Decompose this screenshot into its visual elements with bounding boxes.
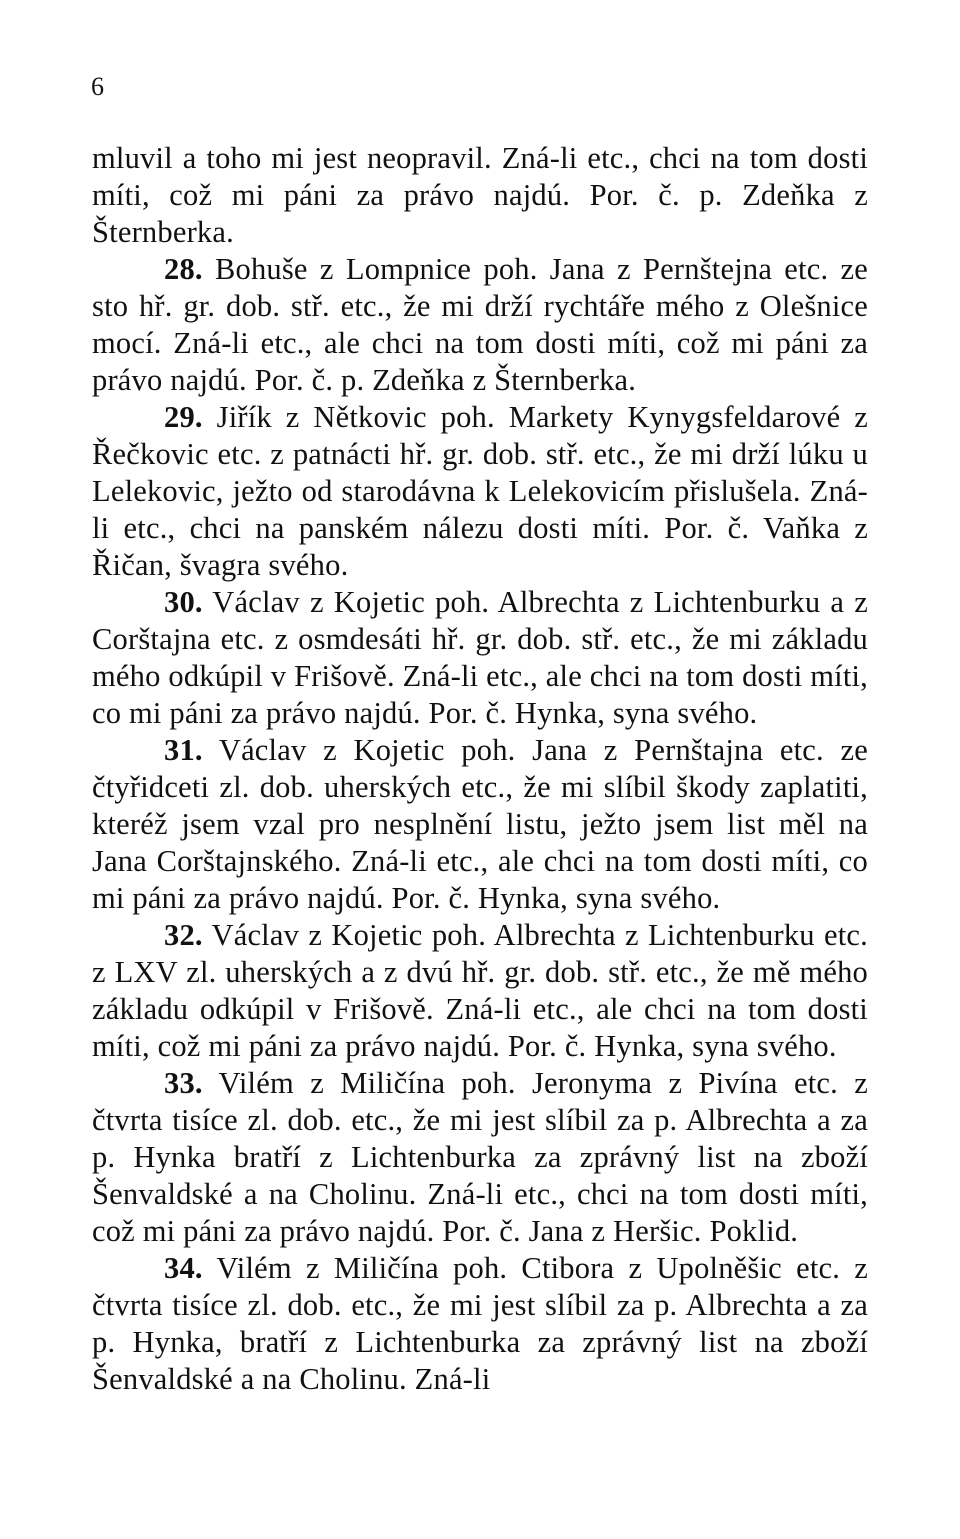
paragraph-text: mluvil a toho mi jest neopravil. Zná-li etc., chci na tom dosti míti, což mi páni za právo najdú. Por. č. p. Zdeňka z Šternberka. (92, 141, 868, 249)
entry-text: Jiřík z Nětkovic poh. Markety Kynygsfeldarové z Řečkovic etc. z patnácti hř. gr. dob. stř. etc., že mi drží lúku u Lelekovic, ježto od starodávna k Lelekovicím přislušela. Zná-li etc., chci na panském nálezu dosti míti. Por. č. Vaňka z Řičan, švagra svého. (92, 400, 868, 582)
entry-30 (92, 584, 868, 732)
entry-text: Václav z Kojetic poh. Jana z Pernštajna etc. ze čtyřidceti zl. dob. uherských etc., že mi slíbil škody zaplatiti, kteréž jsem vzal pro nesplnění listu, ježto jsem list měl na Jana Corštajnského. Zná-li etc., ale chci na tom dosti míti, co mi páni za právo najdú. Por. č. Hynka, syna svého. (92, 733, 868, 915)
entry-text: Vilém z Miličína poh. Ctibora z Upolněšic etc. z čtvrta tisíce zl. dob. etc., že mi jest slíbil za p. Albrechta a za p. Hynka, bratří z Lichtenburka za zprávný list na zboží Šenvaldské a na Cholinu. Zná-li (92, 1251, 868, 1396)
entry-text: Vilém z Miličína poh. Jeronyma z Pivína etc. z čtvrta tisíce zl. dob. etc., že mi jest slíbil za p. Albrechta a za p. Hynka bratří z Lichtenburka za zprávný list na zboží Šenvaldské a na Cholinu. Zná-li etc., chci na tom dosti míti, což mi páni za právo najdú. Por. č. Jana z Heršic. Poklid. (92, 1066, 868, 1248)
entry-text: Václav z Kojetic poh. Albrechta z Lichtenburku etc. z LXV zl. uherských a z dvú hř. gr. dob. stř. etc., že mě mého základu odkúpil v Frišově. Zná-li etc., ale chci na tom dosti míti, což mi páni za právo najdú. Por. č. Hynka, syna svého. (92, 918, 868, 1063)
entry-31 (92, 732, 868, 917)
entry-number: 32. (164, 918, 203, 952)
entry-34 (92, 1250, 868, 1398)
entry-number: 31. (164, 733, 203, 767)
paragraph-continuation (92, 140, 868, 251)
entry-29 (92, 399, 868, 584)
entry-number: 28. (164, 252, 203, 286)
entry-32 (92, 917, 868, 1065)
text-column (92, 140, 868, 1398)
entry-number: 30. (164, 585, 203, 619)
entry-text: Bohuše z Lompnice poh. Jana z Pernštejna etc. ze sto hř. gr. dob. stř. etc., že mi drží rychtáře mého z Olešnice mocí. Zná-li etc., ale chci na tom dosti míti, což mi páni za právo najdú. Por. č. p. Zdeňka z Šternberka. (92, 252, 868, 397)
entry-33 (92, 1065, 868, 1250)
entry-28 (92, 251, 868, 399)
entry-number: 33. (164, 1066, 203, 1100)
page-number: 6 (91, 72, 104, 101)
entry-number: 34. (164, 1251, 203, 1285)
entry-number: 29. (164, 400, 203, 434)
entry-text: Václav z Kojetic poh. Albrechta z Lichtenburku a z Corštajna etc. z osmdesáti hř. gr. dob. stř. etc., že mi základu mého odkúpil v Frišově. Zná-li etc., ale chci na tom dosti míti, co mi páni za právo najdú. Por. č. Hynka, syna svého. (92, 585, 868, 730)
